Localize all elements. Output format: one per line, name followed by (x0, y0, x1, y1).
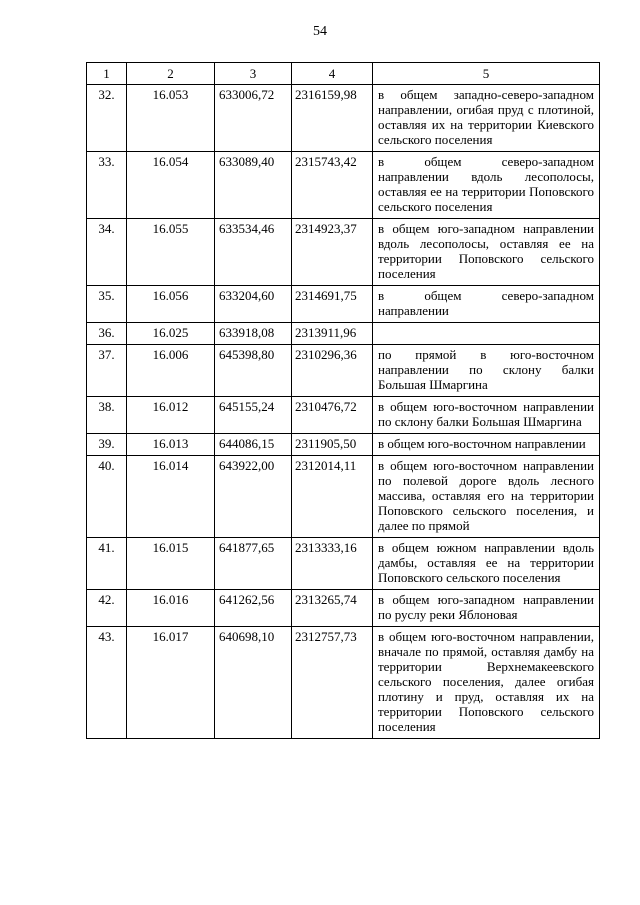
coordinate-x: 633089,40 (215, 152, 292, 219)
point-code: 16.016 (127, 590, 215, 627)
point-code: 16.054 (127, 152, 215, 219)
point-code: 16.015 (127, 538, 215, 590)
table-row (87, 286, 600, 323)
table-row (87, 456, 600, 538)
table-row (87, 590, 600, 627)
table-row (87, 627, 600, 739)
row-number: 38. (87, 397, 127, 434)
row-number: 37. (87, 345, 127, 397)
point-code: 16.006 (127, 345, 215, 397)
row-number: 43. (87, 627, 127, 739)
row-number: 39. (87, 434, 127, 456)
coordinate-x: 633918,08 (215, 323, 292, 345)
header-col-3: 3 (215, 63, 292, 85)
point-code: 16.014 (127, 456, 215, 538)
coordinate-y: 2316159,98 (292, 85, 373, 152)
boundary-description: в общем юго-восточном направлении по склону балки Большая Шмаргина (373, 397, 600, 434)
header-col-1: 1 (87, 63, 127, 85)
row-number: 36. (87, 323, 127, 345)
point-code: 16.017 (127, 627, 215, 739)
row-number: 41. (87, 538, 127, 590)
table-row (87, 397, 600, 434)
boundary-description: в общем южном направлении вдоль дамбы, оставляя ее на территории Поповского сельского поселения (373, 538, 600, 590)
boundary-description: в общем западно-северо-западном направлении, огибая пруд с плотиной, оставляя их на территории Киевского сельского поселения (373, 85, 600, 152)
row-number: 40. (87, 456, 127, 538)
point-code: 16.053 (127, 85, 215, 152)
coordinate-x: 644086,15 (215, 434, 292, 456)
point-code: 16.025 (127, 323, 215, 345)
boundary-description: в общем юго-западном направлении по руслу реки Яблоновая (373, 590, 600, 627)
coordinate-x: 633534,46 (215, 219, 292, 286)
table-row (87, 538, 600, 590)
coordinate-x: 643922,00 (215, 456, 292, 538)
coordinate-y: 2310296,36 (292, 345, 373, 397)
table-row (87, 85, 600, 152)
row-number: 32. (87, 85, 127, 152)
coordinate-y: 2313911,96 (292, 323, 373, 345)
row-number: 33. (87, 152, 127, 219)
page-number: 54 (313, 24, 327, 39)
boundary-description: в общем юго-восточном направлении по полевой дороге вдоль лесного массива, оставляя его на территории Поповского сельского поселения, и далее по прямой (373, 456, 600, 538)
coordinate-x: 633204,60 (215, 286, 292, 323)
header-col-2: 2 (127, 63, 215, 85)
boundary-points-table (86, 62, 600, 739)
boundary-description: в общем юго-восточном направлении (373, 434, 600, 456)
boundary-description (373, 323, 600, 345)
coordinate-y: 2315743,42 (292, 152, 373, 219)
coordinate-y: 2310476,72 (292, 397, 373, 434)
coordinate-x: 640698,10 (215, 627, 292, 739)
row-number: 34. (87, 219, 127, 286)
boundary-description: в общем северо-западном направлении вдоль лесополосы, оставляя ее на территории Поповского сельского поселения (373, 152, 600, 219)
row-number: 42. (87, 590, 127, 627)
coordinate-y: 2312014,11 (292, 456, 373, 538)
boundary-description: по прямой в юго-восточном направлении по склону балки Большая Шмаргина (373, 345, 600, 397)
coordinate-x: 641877,65 (215, 538, 292, 590)
table-row (87, 323, 600, 345)
coordinate-y: 2313265,74 (292, 590, 373, 627)
coordinate-y: 2314923,37 (292, 219, 373, 286)
point-code: 16.056 (127, 286, 215, 323)
boundary-description: в общем юго-восточном направлении, вначале по прямой, оставляя дамбу на территории Верхнемакеевского сельского поселения, далее огибая плотину и пруд, оставляя их на территории Поповского сельского поселения (373, 627, 600, 739)
table-row (87, 152, 600, 219)
coordinate-x: 641262,56 (215, 590, 292, 627)
point-code: 16.012 (127, 397, 215, 434)
table-row (87, 434, 600, 456)
boundary-description: в общем юго-западном направлении вдоль лесополосы, оставляя ее на территории Поповского сельского поселения (373, 219, 600, 286)
header-col-5: 5 (373, 63, 600, 85)
coordinate-y: 2313333,16 (292, 538, 373, 590)
boundary-description: в общем северо-западном направлении (373, 286, 600, 323)
row-number: 35. (87, 286, 127, 323)
table-row (87, 345, 600, 397)
coordinate-x: 633006,72 (215, 85, 292, 152)
coordinate-x: 645398,80 (215, 345, 292, 397)
table-header-row (87, 63, 600, 85)
point-code: 16.013 (127, 434, 215, 456)
coordinate-x: 645155,24 (215, 397, 292, 434)
coordinate-y: 2314691,75 (292, 286, 373, 323)
coordinate-y: 2311905,50 (292, 434, 373, 456)
coordinate-y: 2312757,73 (292, 627, 373, 739)
table-row (87, 219, 600, 286)
point-code: 16.055 (127, 219, 215, 286)
header-col-4: 4 (292, 63, 373, 85)
